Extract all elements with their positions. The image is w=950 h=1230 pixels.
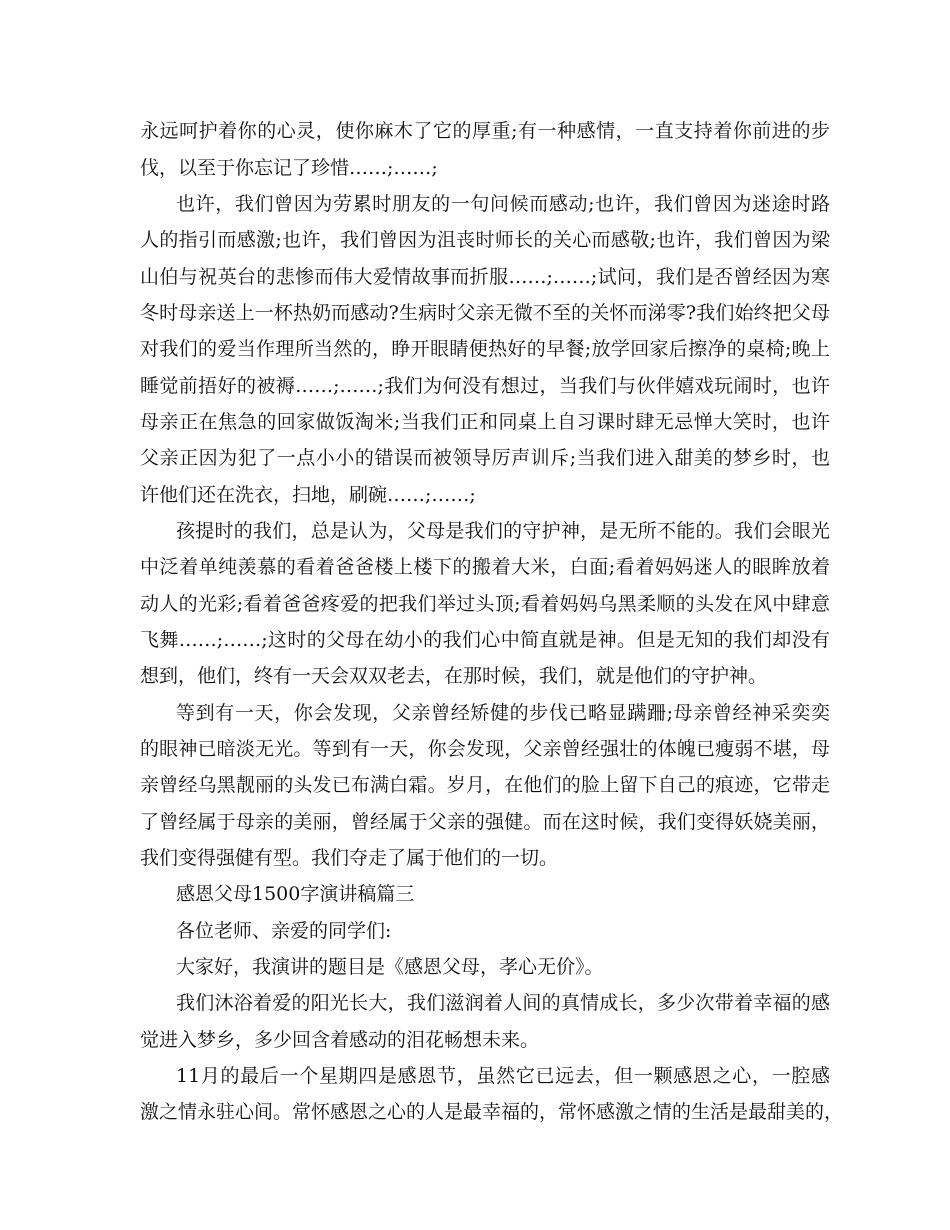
text-line: 了曾经属于母亲的美丽，曾经属于父亲的强健。而在这时候，我们变得妖娆美丽， [140, 811, 830, 833]
section-heading: 感恩父母1500字演讲稿篇三 [176, 883, 415, 905]
text-line: 冬时母亲送上一杯热奶而感动?生病时父亲无微不至的关怀而涕零?我们始终把父母 [140, 302, 830, 324]
text-line: 飞舞……;……;这时的父母在幼小的我们心中简直就是神。但是无知的我们却没有 [140, 629, 830, 651]
text-line: 中泛着单纯羡慕的看着爸爸楼上楼下的搬着大米，白面;看着妈妈迷人的眼眸放着 [140, 556, 830, 578]
text-line: 许他们还在洗衣，扫地，刷碗……;……; [140, 484, 476, 506]
text-line: 我们变得强健有型。我们夺走了属于他们的一切。 [140, 847, 559, 869]
text-line: 亲曾经乌黑靓丽的头发已布满白霜。岁月，在他们的脸上留下自己的痕迹，它带走 [140, 774, 830, 796]
text-line: 孩提时的我们，总是认为，父母是我们的守护神，是无所不能的。我们会眼光 [176, 520, 830, 542]
text-line: 大家好，我演讲的题目是《感恩父母，孝心无价》。 [176, 956, 604, 978]
text-line: 等到有一天，你会发现，父亲曾经矫健的步伐已略显蹒跚;母亲曾经神采奕奕 [176, 702, 830, 724]
text-line: 也许，我们曾因为劳累时朋友的一句问候而感动;也许，我们曾因为迷途时路 [176, 193, 830, 215]
text-line: 对我们的爱当作理所当然的，睁开眼睛便热好的早餐;放学回家后擦净的桌椅;晚上 [140, 338, 830, 360]
text-line: 父亲正因为犯了一点小小的错误而被领导厉声训斥;当我们进入甜美的梦乡时，也 [140, 447, 830, 469]
text-line: 的眼神已暗淡无光。等到有一天，你会发现，父亲曾经强壮的体魄已瘦弱不堪，母 [140, 738, 830, 760]
text-line: 永远呵护着你的心灵，使你麻木了它的厚重;有一种感情，一直支持着你前进的步 [140, 120, 830, 142]
text-line: 我们沐浴着爱的阳光长大，我们滋润着人间的真情成长，多少次带着幸福的感 [176, 992, 830, 1014]
text-line: 山伯与祝英台的悲惨而伟大爱情故事而折服……;……;试问，我们是否曾经因为寒 [140, 266, 830, 288]
text-line: 动人的光彩;看着爸爸疼爱的把我们举过头顶;看着妈妈乌黑柔顺的头发在风中肆意 [140, 593, 830, 615]
text-line: 人的指引而感激;也许，我们曾因为沮丧时师长的关心而感敬;也许，我们曾因为梁 [140, 229, 830, 251]
text-line: 伐，以至于你忘记了珍惜……;……; [140, 157, 438, 179]
text-line: 想到，他们，终有一天会双双老去，在那时候，我们，就是他们的守护神。 [140, 665, 768, 687]
text-line: 11月的最后一个星期四是感恩节，虽然它已远去，但一颗感恩之心，一腔感 [176, 1065, 830, 1087]
text-line: 母亲正在焦急的回家做饭淘米;当我们正和同桌上自习课时肆无忌惮大笑时，也许 [140, 411, 830, 433]
text-line: 睡觉前捂好的被褥……;……;我们为何没有想过，当我们与伙伴嬉戏玩闹时，也许 [140, 375, 830, 397]
text-line: 觉进入梦乡，多少回含着感动的泪花畅想未来。 [140, 1029, 540, 1051]
text-line: 激之情永驻心间。常怀感恩之心的人是最幸福的，常怀感激之情的生活是最甜美的， [140, 1101, 844, 1123]
salutation: 各位老师、亲爱的同学们: [176, 920, 392, 942]
